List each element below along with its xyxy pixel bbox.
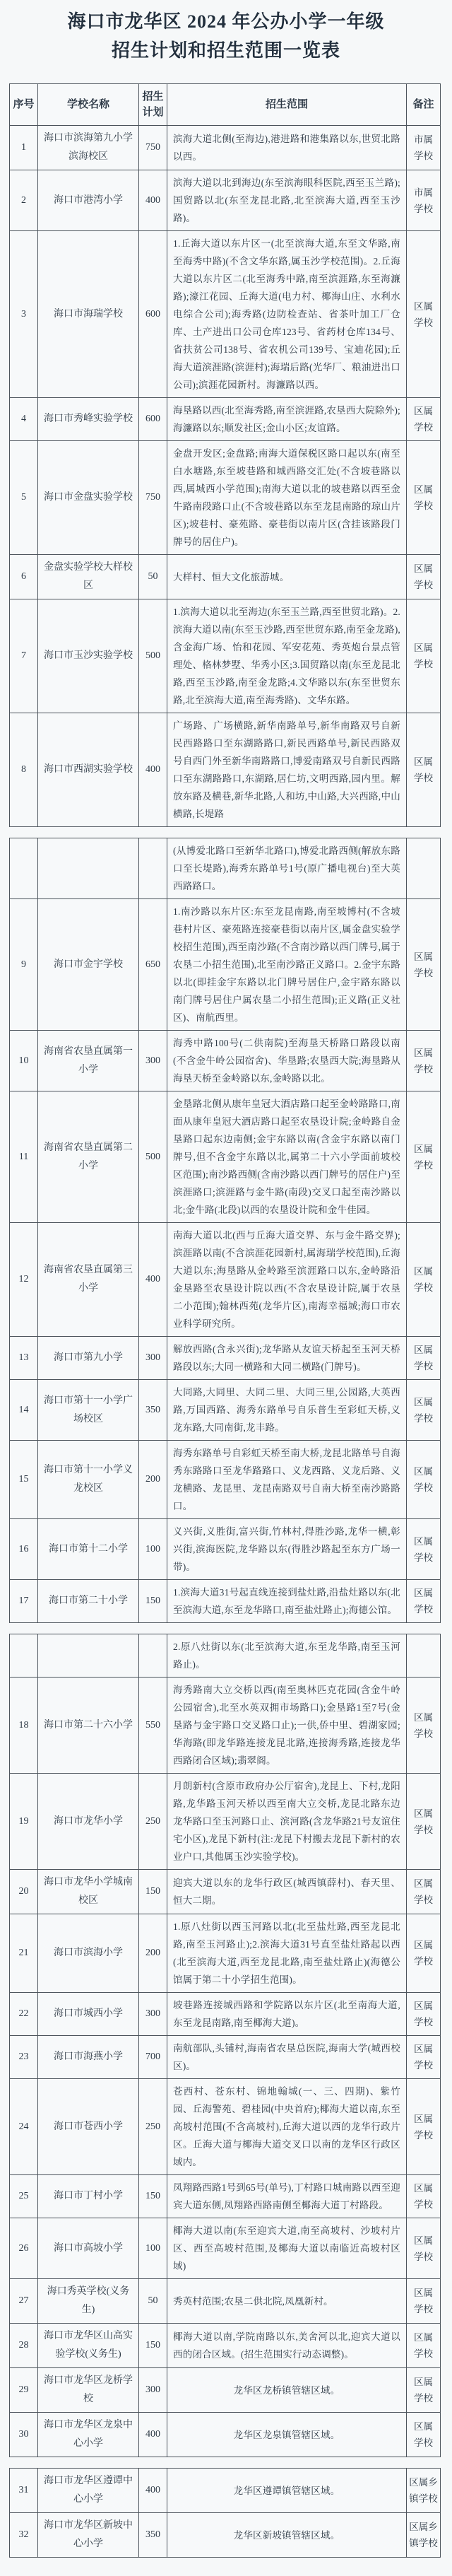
table-row [10,1993,441,2036]
school-name-cell: 海口市龙华区龙桥学校 [38,2368,139,2413]
table-row [10,2218,441,2279]
table-row [10,1678,441,1774]
plan-count-cell: 400 [139,1223,167,1337]
plan-count-cell: 600 [139,398,167,441]
table-row [10,1580,441,1623]
scope-cell: 海秀东路单号自彩虹天桥至南大桥,龙昆北路单号自海秀东路路口至龙华路路口、义龙西路、义龙后路、义龙横路、龙昆里、龙昆南路双号自南大桥至南沙路路口。 [167,1441,407,1519]
scope-cell: 海垦路以西(北至海秀路,南至滨涯路,农垦西大院除外);海濂路以东;顺发社区;金山小区;友谊路。 [167,398,407,441]
scope-cell: 2.原八灶街以东(北至滨海大道,东至龙华路,南至玉河路止)。 [167,1634,407,1678]
school-name-cell: 海口市金盘实验学校 [38,441,139,555]
scope-cell: 解放西路(含永兴街);龙华路从友谊天桥起至玉河天桥路段以东;大同一横路和大同二横路(门牌号)。 [167,1337,407,1380]
remark-cell: 区属 学校 [407,2324,441,2368]
table-row [10,398,441,441]
school-name-cell: 海口市第九小学 [38,1337,139,1380]
row-number-cell: 28 [10,2324,38,2368]
column-header-no: 序号 [10,84,38,126]
plan-count-cell: 550 [139,1678,167,1774]
row-number-cell: 8 [10,713,38,827]
row-number-cell: 3 [10,231,38,398]
row-number-cell: 19 [10,1774,38,1870]
scope-cell: 大样村、恒大文化旅游城。 [167,555,407,599]
scope-cell: 广场路、广场横路,新华南路单号,新华南路双号自新民西路路口至东湖路路口,新民西路单号,新民西路双号自西门外至新华南路路口,博爱南路双号自新民西路口至东湖路路口,东湖路,居仁坊,文明西路,园内里。解放东路及横巷,新华北路,人和坊,中山路,大兴西路,中山横路,长堤路 [167,713,407,827]
school-name-cell: 海口市第十一小学义龙校区 [38,1441,139,1519]
scope-cell: 椰海大道以南,学院南路以东,美舍河以北,迎宾大道以西的闭合区域。(招生范围实行动态调整)。 [167,2324,407,2368]
school-name-cell: 海口秀英学校(义务生) [38,2279,139,2324]
school-name-cell: 海口市第十二小学 [38,1519,139,1580]
plan-count-cell [139,838,167,899]
table-row [10,1914,441,1993]
row-number-cell: 22 [10,1993,38,2036]
plan-count-cell: 150 [139,1580,167,1623]
remark-cell: 区属 学校 [407,1870,441,1914]
plan-count-cell: 300 [139,1993,167,2036]
remark-cell: 区属 学校 [407,1441,441,1519]
remark-cell: 区属 学校 [407,2368,441,2413]
table-row [10,599,441,713]
school-name-cell: 海南省农垦直属第一小学 [38,1031,139,1091]
row-number-cell: 31 [10,2469,38,2513]
remark-cell [407,1634,441,1678]
school-name-cell [38,838,139,899]
plan-count-cell: 350 [139,1380,167,1441]
row-number-cell: 30 [10,2413,38,2457]
remark-cell: 区属 学校 [407,1993,441,2036]
school-name-cell: 海口市城西小学 [38,1993,139,2036]
school-name-cell: 海口市第二十六小学 [38,1678,139,1774]
plan-count-cell: 150 [139,2175,167,2218]
remark-cell: 区属 学校 [407,555,441,599]
remark-cell: 区属 学校 [407,2175,441,2218]
enrollment-table-page-2 [9,838,441,1623]
school-name-cell: 海南省农垦直属第二小学 [38,1091,139,1223]
document-title [9,1,443,65]
scope-cell: 1.滨海大道以北至海边(东至玉兰路,西至世贸北路)。2.滨海大道以南(东至玉沙路,西至世贸东路,南至金龙路),含金海广场、怡和花园、军安花苑、秀英炮台景点管理处、格林梦墅、华秀小区;3.国贸路以南(东至龙昆北路,西至玉沙路,南至金龙路;4.文华路以东(东至世贸东路,北至滨海大道,南至海秀路)、文华东路。 [167,599,407,713]
row-number-cell: 11 [10,1091,38,1223]
column-header-remark: 备注 [407,84,441,126]
remark-cell: 区属 学校 [407,2036,441,2079]
scope-cell: 坡巷路连接城西路和学院路以东片区(北至南海大道,东至龙昆南路,南至椰海大道)。 [167,1993,407,2036]
scope-cell: 凤翔路西路1号到65号(单号),丁村路口城南路以西至迎宾大道东侧,凤翔路西路南侧至椰海大道丁村路段。 [167,2175,407,2218]
scope-cell: 1.南沙路以东片区:东至龙昆南路,南至坡博村(不含坡巷村片区、豪苑路连接豪巷街以南片区,属金盘实验学校招生范围),西至南沙路(不含南沙路以西门牌号,属于农垦二小招生范围),北至南沙路正义路口。2.金宇东路以北(即挂金宇东路以北门牌号居住户,金宇路东路以南门牌号居住户属农垦二小招生范围);正义路(正义社区)、南航西里。 [167,899,407,1031]
remark-cell: 区属 学校 [407,2079,441,2175]
row-number-cell: 5 [10,441,38,555]
table-row [10,899,441,1031]
scope-cell: 金垦路北侧从康年皇冠大酒店路口起至金岭路路口,南面从康年皇冠大酒店路口起至农垦设计院;金岭路自金垦路口起东边南侧;金宇东路以南(含金宇东路以南门牌号,但不含金宇东路以北,属第二十六小学面前坡校区范围);南沙路西侧(含南沙路以西门牌号的居住户)至滨涯路口;滨涯路与金牛路(南段)交叉口起至南沙路以北;金牛路(北段)以西的农垦设计院和金牛佳园。 [167,1091,407,1223]
remark-cell: 区属 学校 [407,1519,441,1580]
remark-cell: 区属 学校 [407,231,441,398]
school-name-cell: 海口市苍西小学 [38,2079,139,2175]
plan-count-cell: 300 [139,2368,167,2413]
plan-count-cell: 50 [139,555,167,599]
table-row [10,1337,441,1380]
plan-count-cell: 400 [139,2413,167,2457]
remark-cell: 区属 学校 [407,713,441,827]
row-number-cell: 1 [10,126,38,170]
table-row [10,1519,441,1580]
remark-cell: 区属 学校 [407,1337,441,1380]
scope-cell: 南海大道以北(西与丘海大道交界、东与金牛路交界);滨涯路以南(不含滨涯花园新村,属海瑞学校范围),丘海大道以东;海垦路从金岭路至滨涯路口以东,金岭路沿金垦路至农垦设计院以西(不含农垦设计院,属于农垦二小范围);翰林西苑(龙华片区),南海幸福城;海口市农业科学研究所。 [167,1223,407,1337]
scope-cell: 海秀中路100号(二供南院)至海垦天桥路口路段以南(不含金牛岭公园宿舍)、华垦路;农垦西大院;海垦路从海垦天桥至金岭路以东,金岭路以北。 [167,1031,407,1091]
plan-count-cell: 400 [139,713,167,827]
school-name-cell: 海口市丁村小学 [38,2175,139,2218]
scope-cell: (从博爱北路口至新华北路口),博爱北路西侧(解放东路口至长堤路),海秀东路单号1号(原广播电视台)至大英西路路口。 [167,838,407,899]
school-name-cell: 海口市秀峰实验学校 [38,398,139,441]
scope-cell: 龙华区龙桥镇管辖区域。 [167,2368,407,2413]
remark-cell: 区属 学校 [407,398,441,441]
school-name-cell: 海口市龙华小学城南校区 [38,1870,139,1914]
row-number-cell: 4 [10,398,38,441]
table-row [10,2175,441,2218]
school-name-cell: 金盘实验学校大样校区 [38,555,139,599]
table-row [10,126,441,170]
school-name-cell: 海口市龙华区新坡中心小学 [38,2513,139,2558]
plan-count-cell: 700 [139,2036,167,2079]
school-name-cell: 海口市第二十小学 [38,1580,139,1623]
row-number-cell: 26 [10,2218,38,2279]
row-number-cell: 29 [10,2368,38,2413]
row-number-cell: 32 [10,2513,38,2558]
row-number-cell: 21 [10,1914,38,1993]
header-row [10,84,441,126]
row-number-cell: 13 [10,1337,38,1380]
scope-cell: 1.丘海大道以东片区一(北至滨海大道,东至文华路,南至海秀中路)(不含文华东路,属玉沙学校范围)。2.丘海大道以东片区二(北至海秀中路,南至滨涯路,东至海濂路);濠江花园、丘海大道(电力村、椰海山庄、水利水电综合公司);海秀路(边防检查站、省茶叶加工厂仓库、土产进出口公司仓库123号、省药材仓库134号、省扶贫公司138号、省农机公司139号、宝迪花园);丘海大道滨涯路(滨涯村);海瑞后路(光华厂、粮油进出口公司);滨涯花园新村。海濂路以西。 [167,231,407,398]
school-name-cell: 海口市滨海小学 [38,1914,139,1993]
row-number-cell: 6 [10,555,38,599]
scope-cell: 苍西村、苍东村、锦地翰城(一、三、四期)、紫竹园、丘海警苑、碧桂园(中央首府);椰海大道以南,东至高坡村范围(不含高坡村),丘海大道以西的龙华行政片区。丘海大道与椰海大道交叉口以南的龙华区行政区域内。 [167,2079,407,2175]
remark-cell [407,838,441,899]
scope-cell: 龙华区遵谭镇管辖区域。 [167,2469,407,2513]
school-name-cell: 海口市海瑞学校 [38,231,139,398]
remark-cell: 市属 学校 [407,126,441,170]
school-name-cell: 海口市金宇学校 [38,899,139,1031]
row-number-cell: 23 [10,2036,38,2079]
school-name-cell: 海口市港湾小学 [38,170,139,231]
remark-cell: 市属 学校 [407,170,441,231]
school-name-cell: 海口市海燕小学 [38,2036,139,2079]
scope-cell: 金盘开发区;金盘路;南海大道保税区路口起以东(南至白水塘路,东至坡巷路和城西路交汇处(不含坡巷路以西,属城西小学范围);南海大道以北的坡巷路以西至金牛路南段路口止(不含坡巷路以东至龙昆南路的琼山片区);坡巷村、豪苑路、豪巷街以南片区(含挂该路段门牌号的居住户)。 [167,441,407,555]
remark-cell: 区属 学校 [407,1091,441,1223]
plan-count-cell [139,1634,167,1678]
row-number-cell: 17 [10,1580,38,1623]
row-number-cell [10,838,38,899]
remark-cell: 区属乡 镇学校 [407,2469,441,2513]
enrollment-table-page-4 [9,2468,441,2558]
remark-cell: 区属 学校 [407,1380,441,1441]
school-name-cell: 海口市龙华小学 [38,1774,139,1870]
table-row [10,1441,441,1519]
table-row [10,555,441,599]
scope-cell: 1.滨海大道31号起直线连接到盐灶路,沿盐灶路以东(北至滨海大道,东至龙华路口,南至盐灶路止);海德公馆。 [167,1580,407,1623]
row-number-cell: 20 [10,1870,38,1914]
table-row [10,2079,441,2175]
table-row [10,1870,441,1914]
scope-cell: 南航部队,头铺村,海南省农垦总医院,海南大学(城西校区)。 [167,2036,407,2079]
row-number-cell: 2 [10,170,38,231]
school-name-cell: 海口市玉沙实验学校 [38,599,139,713]
table-row [10,2368,441,2413]
plan-count-cell: 750 [139,126,167,170]
remark-cell: 区属 学校 [407,1678,441,1774]
remark-cell: 区属 学校 [407,1774,441,1870]
table-row [10,1223,441,1337]
row-number-cell: 27 [10,2279,38,2324]
table-row [10,1634,441,1678]
school-name-cell: 海口市高坡小学 [38,2218,139,2279]
table-row [10,1380,441,1441]
remark-cell: 区属 学校 [407,599,441,713]
table-row [10,441,441,555]
school-name-cell: 海口市龙华区龙泉中心小学 [38,2413,139,2457]
table-row [10,1774,441,1870]
table-row [10,2036,441,2079]
column-header-scope: 招生范围 [167,84,407,126]
scope-cell: 迎宾大道以东的龙华行政区(城西镇薛村)、春天里、恒大二期。 [167,1870,407,1914]
plan-count-cell: 400 [139,170,167,231]
table-row [10,1031,441,1091]
plan-count-cell: 750 [139,441,167,555]
document-title-line-2: 招生计划和招生范围一览表 [111,40,340,61]
scope-cell: 大同路,大同里、大同二里、大同三里,公园路,大英西路,万国西路、海秀东路单号自乐普生至彩虹天桥,义龙东路,大同南街,龙丰路。 [167,1380,407,1441]
plan-count-cell: 300 [139,1337,167,1380]
scope-cell: 义兴街,义胜街,富兴街,竹林村,得胜沙路,龙华一横,彰兴街,滨海医院,龙华路以东(得胜沙路起至东方广场一带)。 [167,1519,407,1580]
remark-cell: 区属 学校 [407,2413,441,2457]
scope-cell: 龙华区龙泉镇管辖区域。 [167,2413,407,2457]
table-row [10,231,441,398]
plan-count-cell: 100 [139,2218,167,2279]
school-name-cell: 海口市龙华区山高实验学校(义务生) [38,2324,139,2368]
school-name-cell [38,1634,139,1678]
enrollment-table-page-3 [9,1634,441,2457]
row-number-cell: 24 [10,2079,38,2175]
enrollment-tables [9,83,443,2558]
row-number-cell: 7 [10,599,38,713]
table-row [10,2279,441,2324]
document-title-line-1: 海口市龙华区 2024 年公办小学一年级 [67,11,385,32]
remark-cell: 区属 学校 [407,899,441,1031]
scope-cell: 秀英村范围;农垦二供北院,凤凰新村。 [167,2279,407,2324]
plan-count-cell: 600 [139,231,167,398]
table-row [10,2413,441,2457]
scope-cell: 海秀路南大立交桥以西(南至奥林匹克花园(含金牛岭公园宿舍),北至水英双拥市场路口);金垦路1至7号(金垦路与金宇路口交叉路口止);一供,侨中里、碧湖家园;华海路(即龙华路连接龙昆北路,连接海秀路,连接龙华西路闭合区域);翡翠阁。 [167,1678,407,1774]
remark-cell: 区属乡 镇学校 [407,2513,441,2558]
scope-cell: 滨海大道以北到海边(东至滨海眼科医院,西至玉兰路);国贸路以北(东至龙昆北路,北至滨海大道,西至玉沙路)。 [167,170,407,231]
row-number-cell: 9 [10,899,38,1031]
plan-count-cell: 350 [139,2513,167,2558]
school-name-cell: 海南省农垦直属第三小学 [38,1223,139,1337]
plan-count-cell: 300 [139,1031,167,1091]
row-number-cell: 15 [10,1441,38,1519]
row-number-cell: 10 [10,1031,38,1091]
plan-count-cell: 250 [139,1774,167,1870]
remark-cell: 区属 学校 [407,441,441,555]
table-row [10,1091,441,1223]
row-number-cell: 14 [10,1380,38,1441]
remark-cell: 区属 学校 [407,1031,441,1091]
table-row [10,2469,441,2513]
remark-cell: 区属 学校 [407,1223,441,1337]
scope-cell: 龙华区新坡镇管辖区域。 [167,2513,407,2558]
plan-count-cell: 500 [139,1091,167,1223]
plan-count-cell: 150 [139,1870,167,1914]
school-name-cell: 海口市滨海第九小学滨海校区 [38,126,139,170]
plan-count-cell: 250 [139,2079,167,2175]
remark-cell: 区属 学校 [407,2279,441,2324]
column-header-plan: 招生 计划 [139,84,167,126]
plan-count-cell: 500 [139,599,167,713]
row-number-cell: 16 [10,1519,38,1580]
remark-cell: 区属 学校 [407,1914,441,1993]
school-name-cell: 海口市龙华区遵谭中心小学 [38,2469,139,2513]
table-row [10,713,441,827]
table-row [10,2324,441,2368]
plan-count-cell: 650 [139,899,167,1031]
table-row [10,170,441,231]
row-number-cell: 12 [10,1223,38,1337]
plan-count-cell: 50 [139,2279,167,2324]
remark-cell: 区属 学校 [407,2218,441,2279]
column-header-school: 学校名称 [38,84,139,126]
scope-cell: 椰海大道以南(东至迎宾大道,南至高坡村、沙坡村片区、西至高坡村范围,及椰海大道以南临近高坡村区域) [167,2218,407,2279]
plan-count-cell: 100 [139,1519,167,1580]
remark-cell: 区属 学校 [407,1580,441,1623]
plan-count-cell: 400 [139,2469,167,2513]
table-row [10,838,441,899]
row-number-cell: 18 [10,1678,38,1774]
plan-count-cell: 200 [139,1441,167,1519]
school-name-cell: 海口市西湖实验学校 [38,713,139,827]
scope-cell: 滨海大道北侧(至海边),港进路和港集路以东,世贸北路以西。 [167,126,407,170]
scope-cell: 1.原八灶街以西玉河路以北(北至盐灶路,西至龙昆北路,南至玉河路止);2.滨海大道31号直至盐灶路起以西(北至滨海大道,西至龙昆北路,南至盐灶路止)(海德公馆属于第二十小学招生范围)。 [167,1914,407,1993]
scope-cell: 月朗新村(含原市政府办公厅宿舍),龙昆上、下村,龙阳路,龙华路玉河天桥以西至南大立交桥,龙昆北路东边龙华路口至玉河路口止、滨河路(含龙华路21号友谊住宅小区),龙昆下新村(注:龙昆下村搬去龙昆下新村的农业户口,其他属玉沙实验学校)。 [167,1774,407,1870]
school-name-cell: 海口市第十一小学广场校区 [38,1380,139,1441]
row-number-cell: 25 [10,2175,38,2218]
row-number-cell [10,1634,38,1678]
plan-count-cell: 200 [139,1914,167,1993]
plan-count-cell: 150 [139,2324,167,2368]
enrollment-table-page-1 [9,83,441,827]
table-row [10,2513,441,2558]
